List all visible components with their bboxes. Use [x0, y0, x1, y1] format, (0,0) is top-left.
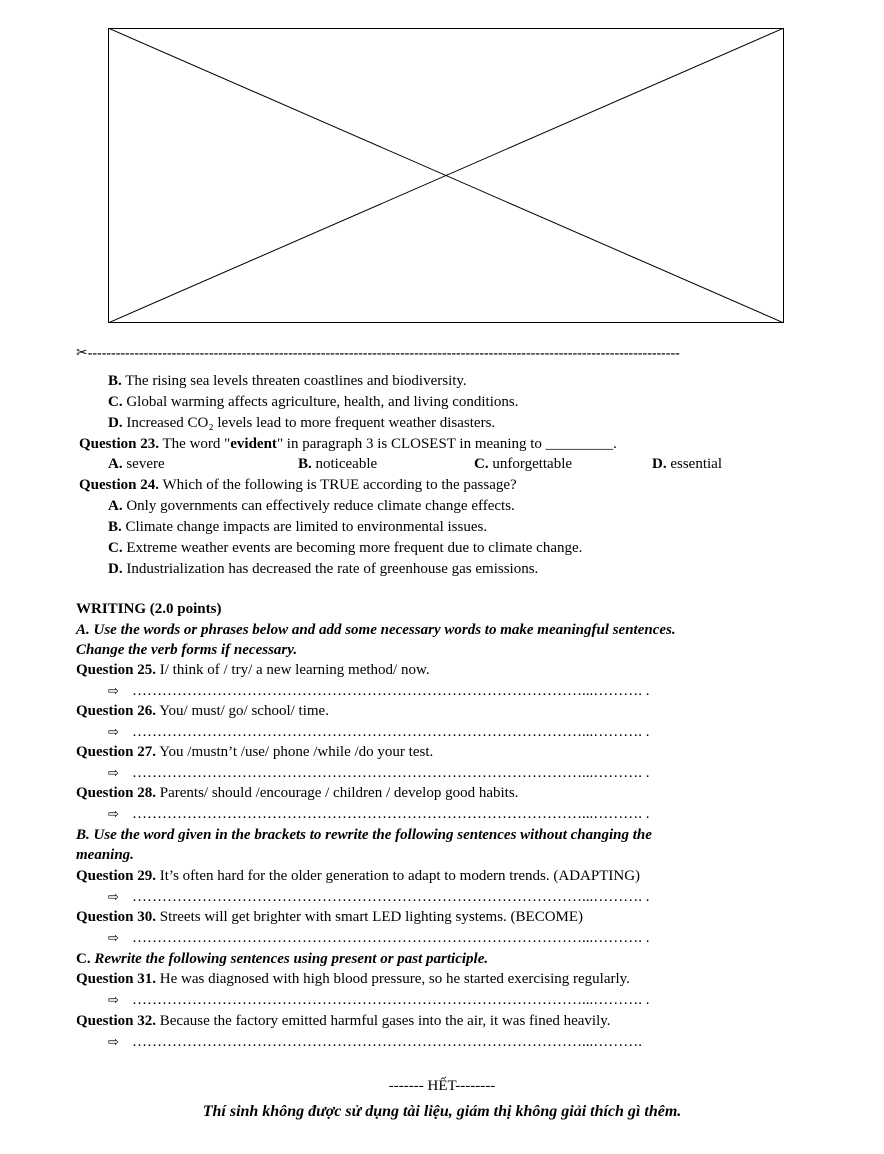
- option-23-b: B. noticeable: [298, 456, 378, 472]
- question-25: Question 25. I/ think of / try/ a new learning method/ now.: [76, 662, 430, 678]
- question-30: Question 30. Streets will get brighter with smart LED lighting systems. (BECOME): [76, 909, 584, 925]
- answer-line-32[interactable]: ⇨ ………………………………………………………………………………...……….: [108, 1034, 642, 1050]
- arrow-icon: ⇨: [108, 766, 119, 781]
- answer-line-30[interactable]: ⇨ ………………………………………………………………………………...………. .: [108, 930, 650, 946]
- question-32: Question 32. Because the factory emitted harmful gases into the air, it was fined heavily.: [76, 1013, 611, 1029]
- option-24-d: D. Industrialization has decreased the rate of greenhouse gas emissions.: [108, 561, 539, 577]
- footer-note: Thí sinh không được sử dụng tài liệu, giám thị không giải thích gì thêm.: [202, 1103, 682, 1120]
- option-22-c: C. Global warming affects agriculture, health, and living conditions.: [108, 394, 519, 410]
- arrow-icon: ⇨: [108, 993, 119, 1008]
- writing-heading: WRITING (2.0 points): [76, 601, 222, 617]
- cut-line: [76, 343, 816, 363]
- question-24: Question 24. Which of the following is TRUE according to the passage?: [79, 477, 517, 493]
- cut-dashes: -------------------------------------------------------------------------------------------------------------------------------: [87, 346, 680, 361]
- answer-line-25[interactable]: ⇨ ………………………………………………………………………………...………. .: [108, 683, 650, 699]
- image-placeholder: [108, 28, 784, 323]
- option-22-b: B. The rising sea levels threaten coastlines and biodiversity.: [108, 373, 467, 389]
- part-a-instruction-1: A. Use the words or phrases below and add some necessary words to make meaningful sentences.: [76, 622, 676, 638]
- question-29: Question 29. It’s often hard for the older generation to adapt to modern trends. (ADAPTING): [76, 868, 641, 884]
- end-mark: ------- HẾT--------: [388, 1078, 496, 1094]
- answer-line-26[interactable]: ⇨ ………………………………………………………………………………...………. .: [108, 724, 650, 740]
- answer-line-29[interactable]: ⇨ ………………………………………………………………………………...………. .: [108, 889, 650, 905]
- option-24-a: A. Only governments can effectively reduce climate change effects.: [108, 498, 515, 514]
- option-22-d: D. Increased CO₂ levels lead to more frequent weather disasters.: [108, 415, 496, 431]
- option-23-d: D. essential: [652, 456, 722, 472]
- answer-line-31[interactable]: ⇨ ………………………………………………………………………………...………. .: [108, 992, 650, 1008]
- part-b-instruction-2: meaning.: [76, 847, 134, 863]
- arrow-icon: ⇨: [108, 931, 119, 946]
- question-26: Question 26. You/ must/ go/ school/ time.: [76, 703, 329, 719]
- arrow-icon: ⇨: [108, 1035, 119, 1050]
- part-a-instruction-2: Change the verb forms if necessary.: [76, 642, 298, 658]
- arrow-icon: ⇨: [108, 725, 119, 740]
- arrow-icon: ⇨: [108, 684, 119, 699]
- question-27: Question 27. You /mustn’t /use/ phone /while /do your test.: [76, 744, 434, 760]
- option-24-c: C. Extreme weather events are becoming more frequent due to climate change.: [108, 540, 583, 556]
- question-23: Question 23. The word "evident" in paragraph 3 is CLOSEST in meaning to _________.: [79, 436, 617, 452]
- option-24-b: B. Climate change impacts are limited to environmental issues.: [108, 519, 488, 535]
- question-28: Question 28. Parents/ should /encourage / children / develop good habits.: [76, 785, 519, 801]
- answer-line-27[interactable]: ⇨ ………………………………………………………………………………...………. .: [108, 765, 650, 781]
- option-23-c: C. unforgettable: [474, 456, 573, 472]
- option-23-a: A. severe: [108, 456, 165, 472]
- question-31: Question 31. He was diagnosed with high blood pressure, so he started exercising regularly.: [76, 971, 630, 987]
- part-b-instruction-1: B. Use the word given in the brackets to rewrite the following sentences without changing the: [76, 827, 652, 843]
- answer-line-28[interactable]: ⇨ ………………………………………………………………………………...………. .: [108, 806, 650, 822]
- arrow-icon: ⇨: [108, 890, 119, 905]
- part-c-instruction: C. Rewrite the following sentences using present or past participle.: [76, 951, 489, 967]
- scissors-icon: ✂: [76, 345, 88, 361]
- arrow-icon: ⇨: [108, 807, 119, 822]
